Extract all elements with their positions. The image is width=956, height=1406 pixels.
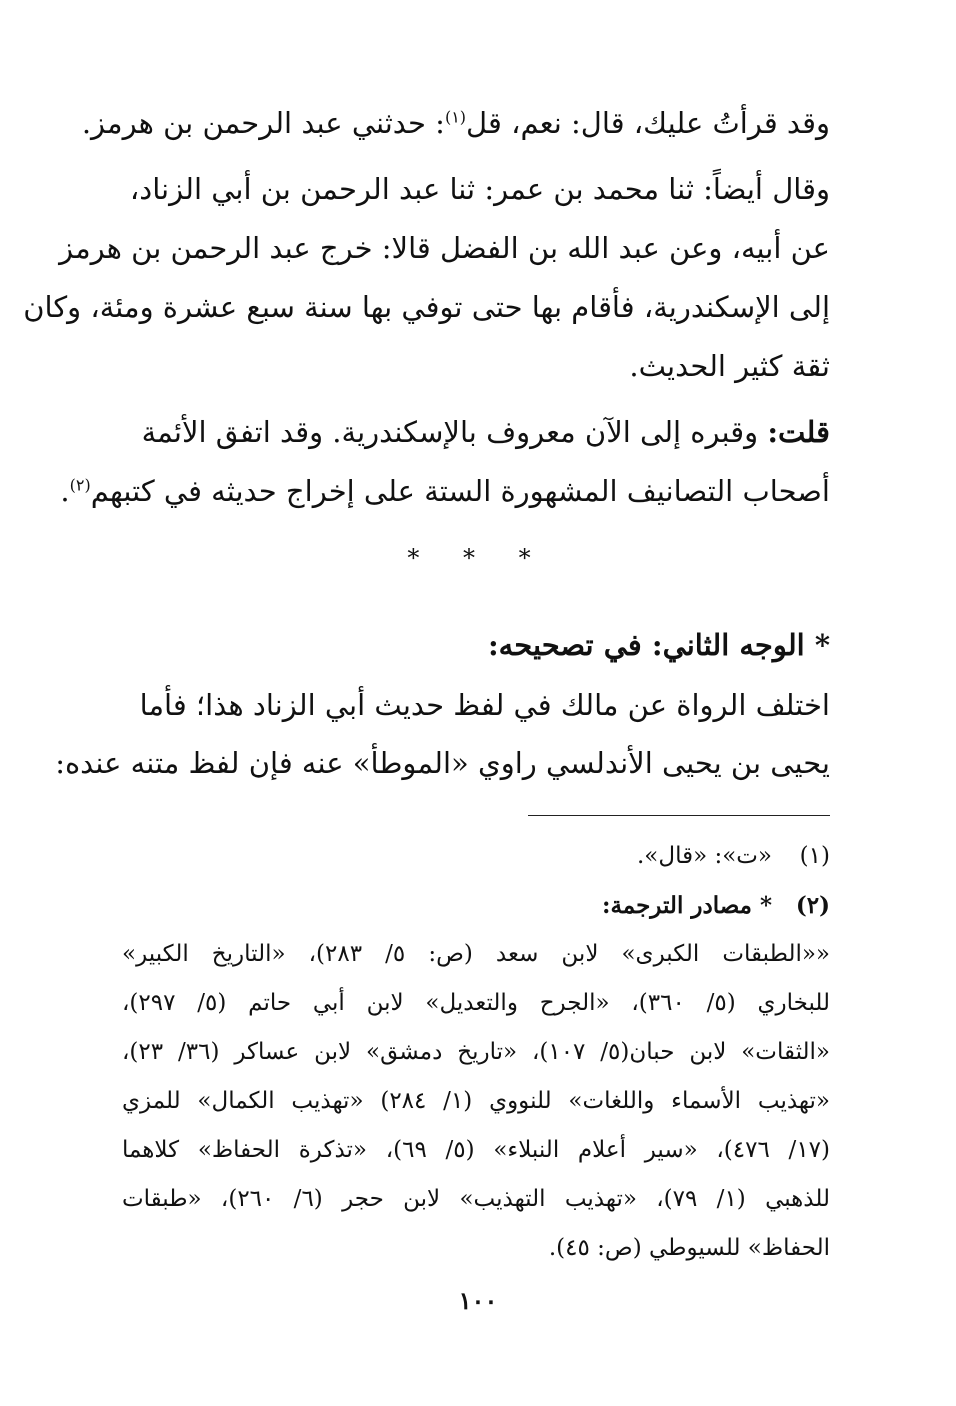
section-heading: * الوجه الثاني: في تصحيحه: xyxy=(487,628,830,662)
body-line-5: ثقة كثير الحديث. xyxy=(629,349,830,383)
footnote-2-line-1: ««الطبقات الكبرى» لابن سعد (ص: ٥/ ٢٨٣)، «التاريخ الكبير» xyxy=(122,941,830,967)
body-line-6 xyxy=(141,411,830,453)
footnote-divider xyxy=(528,815,830,816)
body-line-1 xyxy=(81,102,830,144)
footnote-1 xyxy=(122,838,830,874)
footnote-text: «ت»: «قال». xyxy=(636,843,772,869)
text-run: وقبره إلى الآن معروف بالإسكندرية. وقد اتفق الأئمة xyxy=(141,415,768,449)
footnote-2-line-7: الحفاظ» للسيوطي (ص: ٤٥). xyxy=(548,1235,830,1261)
footnote-heading-text: * مصادر الترجمة: xyxy=(601,892,772,919)
footnote-ref-2[interactable]: (٢) xyxy=(69,475,91,495)
footnote-ref-1[interactable]: (١) xyxy=(444,107,467,127)
body-line-8: اختلف الرواة عن مالك في لفظ حديث أبي الزناد هذا؛ فأما xyxy=(139,688,830,722)
text-run: وقد قرأتُ عليك، قال: نعم، قل xyxy=(466,106,830,140)
footnote-2-line-4: «تهذيب الأسماء واللغات» للنووي (١/ ٢٨٤) «تهذيب الكمال» للمزي xyxy=(122,1088,831,1114)
footnote-number: (٢) xyxy=(795,892,830,919)
footnote-number: (١) xyxy=(799,843,830,869)
body-line-2: وقال أيضاً: ثنا محمد بن عمر: ثنا عبد الرحمن بن أبي الزناد، xyxy=(129,172,830,206)
text-run: . xyxy=(60,474,70,508)
text-run: أصحاب التصانيف المشهورة الستة على إخراج حديثه في كتبهم xyxy=(90,474,830,508)
footnote-2-line-3: «الثقات» لابن حبان(٥/ ١٠٧)، «تاريخ دمشق» لابن عساكر (٣٦/ ٢٣)، xyxy=(122,1039,831,1065)
section-separator: * * * xyxy=(407,544,549,572)
body-line-4: إلى الإسكندرية، فأقام بها حتى توفي بها سنة سبع عشرة ومئة، وكان xyxy=(23,290,830,324)
qult-label: قلت: xyxy=(767,415,830,449)
body-line-7 xyxy=(60,470,830,512)
footnote-2-line-6: للذهبي (١/ ٧٩)، «تهذيب التهذيب» لابن حجر (٦/ ٢٦٠)، «طبقات xyxy=(122,1186,831,1212)
page-number: ١٠٠ xyxy=(458,1286,498,1315)
footnote-2-line-2: للبخاري (٥/ ٣٦٠)، «الجرح والتعديل» لابن أبي حاتم (٥/ ٢٩٧)، xyxy=(122,990,831,1016)
footnote-2-line-5: (١٧/ ٤٧٦)، «سير أعلام النبلاء» (٥/ ٦٩)، «تذكرة الحفاظ» كلاهما xyxy=(122,1137,831,1163)
footnote-2-heading xyxy=(122,888,830,924)
body-line-3: عن أبيه، وعن عبد الله بن الفضل قالا: خرج عبد الرحمن بن هرمز xyxy=(59,231,830,265)
body-line-9: يحيى بن يحيى الأندلسي راوي «الموطأ» عنه فإن لفظ متنه عنده: xyxy=(55,746,830,780)
text-run: : حدثني عبد الرحمن بن هرمز. xyxy=(81,106,445,140)
